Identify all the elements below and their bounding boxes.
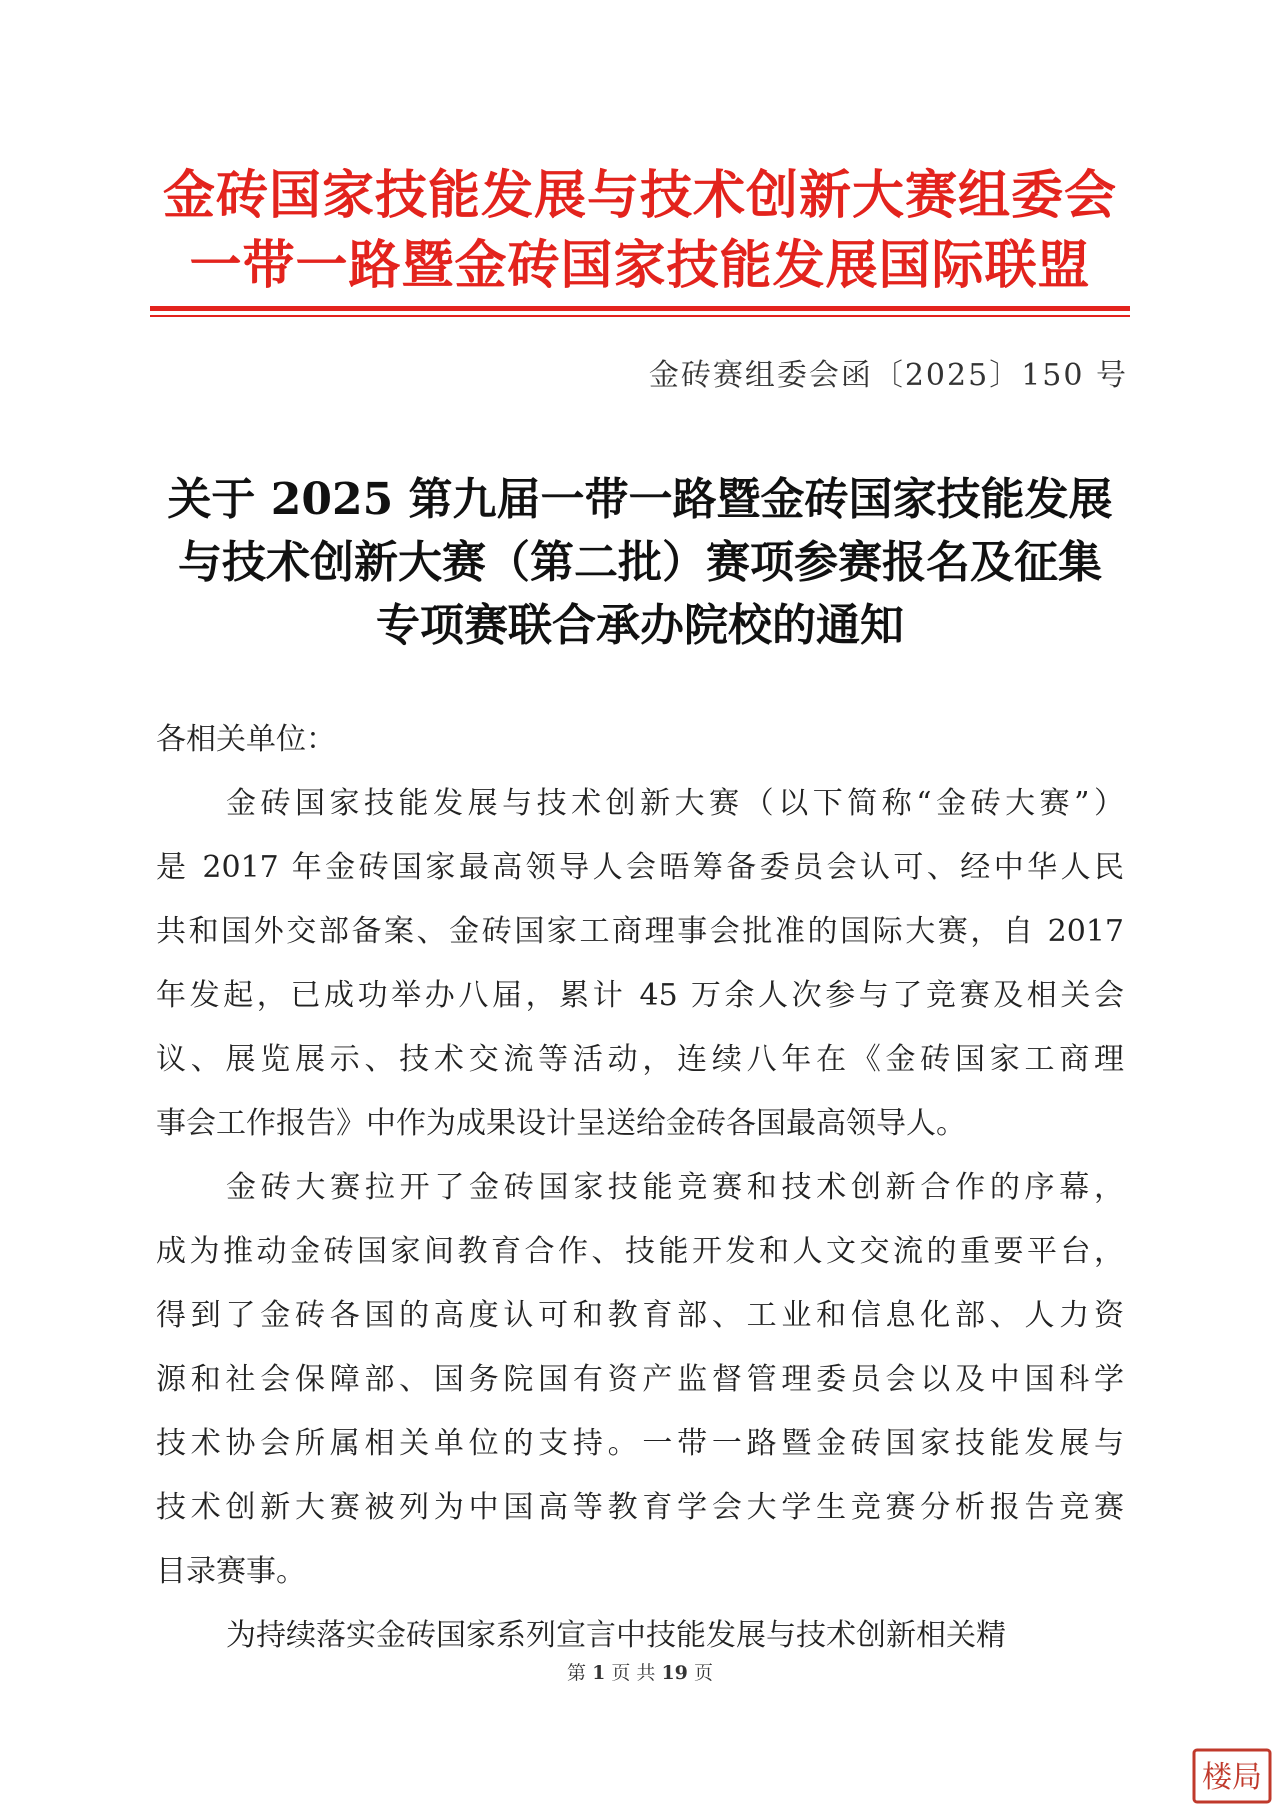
letterhead-divider-thin [150,315,1130,317]
page-footer [0,1660,1280,1686]
body-line: 技术创新大赛被列为中国高等教育学会大学生竞赛分析报告竞赛 [156,1490,1124,1525]
notice-title-line-3: 专项赛联合承办院校的通知 [376,600,904,651]
body-line: 共和国外交部备案、金砖国家工商理事会批准的国际大赛，自 2017 [156,914,1124,949]
seal-stamp-text: 楼局 [1202,1760,1262,1795]
letterhead-line-1: 金砖国家技能发展与技术创新大赛组委会 [162,166,1117,226]
body-line: 是 2017 年金砖国家最高领导人会晤筹备委员会认可、经中华人民 [156,850,1124,885]
body-line: 源和社会保障部、国务院国有资产监督管理委员会以及中国科学 [156,1362,1124,1397]
seal-stamp-icon [1192,1748,1272,1804]
body-line: 议、展览展示、技术交流等活动，连续八年在《金砖国家工商理 [156,1042,1124,1077]
body-line: 成为推动金砖国家间教育合作、技能开发和人文交流的重要平台， [156,1234,1124,1269]
body-line: 得到了金砖各国的高度认可和教育部、工业和信息化部、人力资 [156,1298,1124,1333]
salutation: 各相关单位： [156,722,336,757]
notice-title-line-2: 与技术创新大赛（第二批）赛项参赛报名及征集 [178,537,1102,588]
footer-middle: 页 共 [611,1662,656,1684]
body-line: 金砖大赛拉开了金砖国家技能竞赛和技术创新合作的序幕， [226,1170,1124,1205]
letterhead-divider-thick [150,306,1130,311]
footer-total-pages: 19 [661,1662,688,1684]
letterhead-line-2: 一带一路暨金砖国家技能发展国际联盟 [189,236,1091,296]
footer-prefix: 第 [567,1662,587,1684]
body-line: 目录赛事。 [156,1554,306,1589]
body-line: 事会工作报告》中作为成果设计呈送给金砖各国最高领导人。 [156,1106,966,1141]
body-line: 年发起，已成功举办八届，累计 45 万余人次参与了竞赛及相关会 [156,978,1124,1013]
body-line: 金砖国家技能发展与技术创新大赛（以下简称“金砖大赛”） [226,786,1124,821]
footer-page-number: 1 [592,1662,606,1684]
footer-suffix: 页 [693,1662,713,1684]
body-line: 技术协会所属相关单位的支持。一带一路暨金砖国家技能发展与 [156,1426,1124,1461]
notice-title-line-1: 关于 2025 第九届一带一路暨金砖国家技能发展 [167,474,1113,525]
body-line: 为持续落实金砖国家系列宣言中技能发展与技术创新相关精 [226,1618,1006,1653]
document-number: 金砖赛组委会函〔2025〕150 号 [648,358,1128,393]
